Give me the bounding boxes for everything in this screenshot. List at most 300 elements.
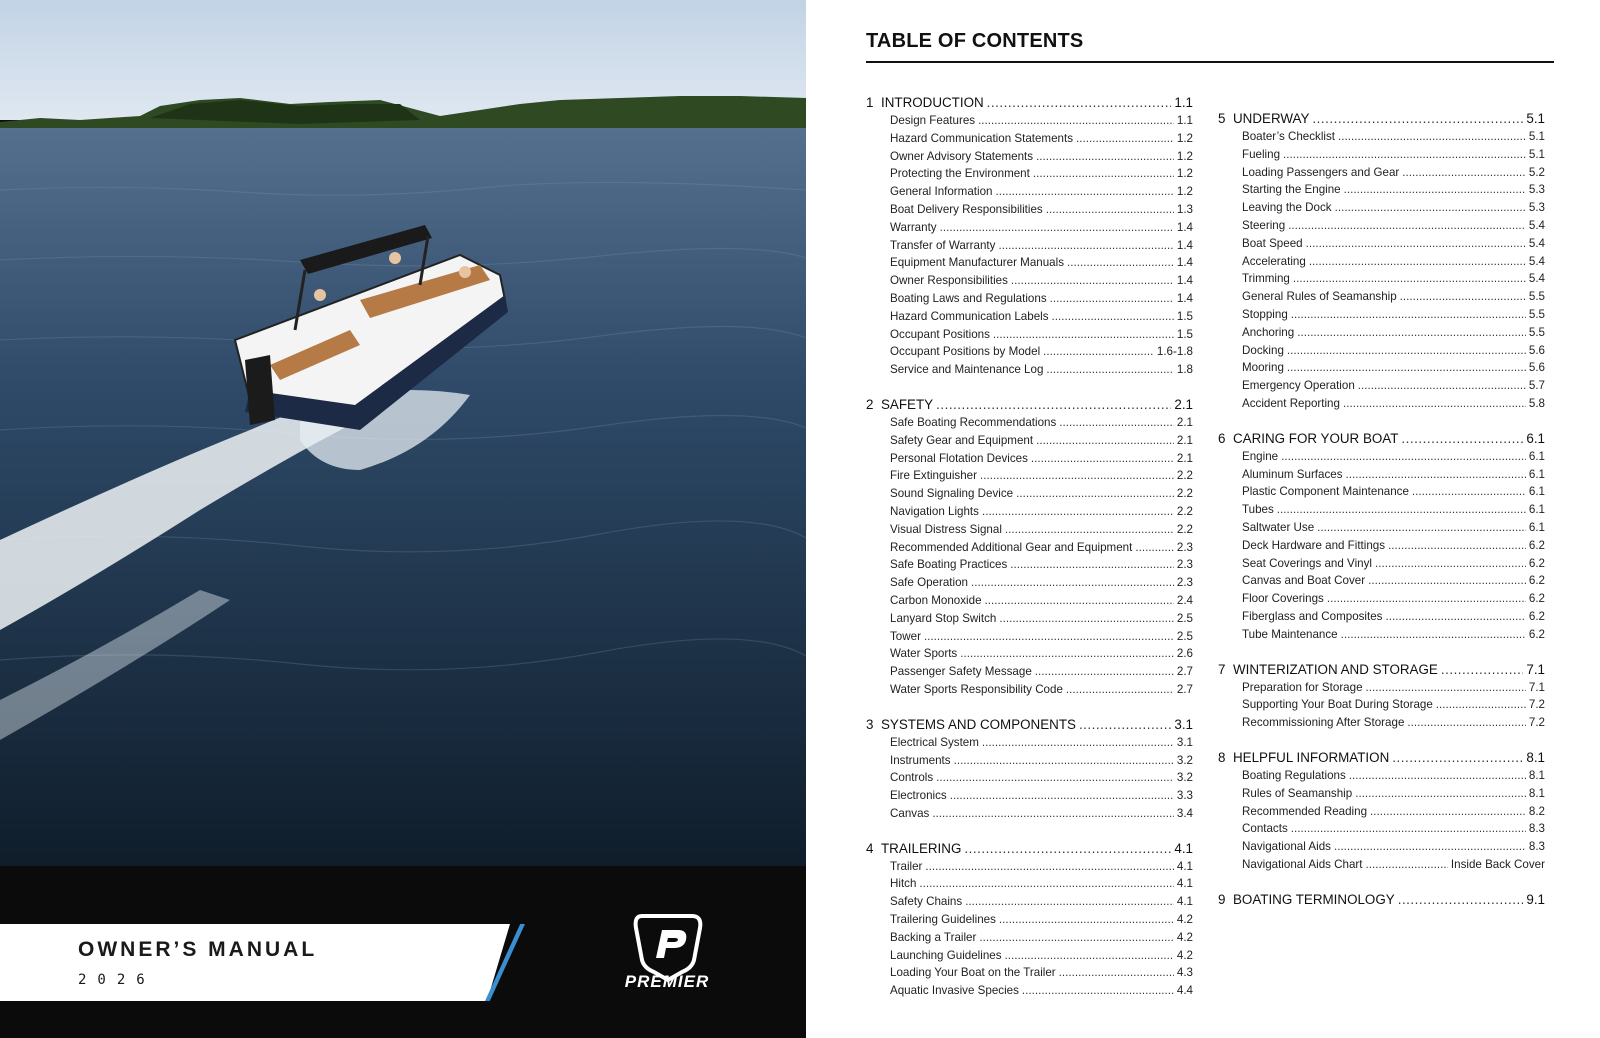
toc-entry[interactable] bbox=[866, 130, 1193, 148]
toc-entry[interactable] bbox=[1218, 199, 1545, 217]
dot-leader bbox=[1293, 270, 1526, 288]
toc-entry[interactable] bbox=[1218, 785, 1545, 803]
entry-label: Mooring bbox=[1242, 361, 1284, 375]
toc-entry[interactable] bbox=[1218, 128, 1545, 146]
toc-section-heading[interactable] bbox=[1218, 749, 1545, 767]
dot-leader bbox=[985, 592, 1174, 610]
toc-entry[interactable] bbox=[1218, 608, 1545, 626]
entry-page: 6.1 bbox=[1528, 520, 1545, 534]
dot-leader bbox=[1401, 430, 1523, 448]
dot-leader bbox=[1283, 146, 1526, 164]
entry-label: Passenger Safety Message bbox=[890, 665, 1032, 679]
dot-leader bbox=[1375, 555, 1526, 573]
dot-leader bbox=[1067, 254, 1174, 272]
entry-page: 2.5 bbox=[1176, 611, 1193, 625]
toc-entry[interactable] bbox=[866, 521, 1193, 539]
entry-page: 5.1 bbox=[1528, 130, 1545, 143]
dot-leader bbox=[1349, 767, 1526, 785]
entry-page: 6.1 bbox=[1528, 449, 1545, 463]
toc-entry[interactable] bbox=[1218, 359, 1545, 377]
dot-leader bbox=[925, 858, 1173, 876]
dot-leader bbox=[1441, 661, 1524, 679]
section-page: 3.1 bbox=[1174, 716, 1193, 732]
entry-label: Hazard Communication Statements bbox=[890, 131, 1074, 145]
toc-entry[interactable] bbox=[866, 805, 1193, 823]
entry-label: Anchoring bbox=[1242, 325, 1295, 339]
toc-entry[interactable] bbox=[1218, 590, 1545, 608]
toc-entry[interactable] bbox=[1218, 803, 1545, 821]
entry-page: 3.2 bbox=[1176, 771, 1193, 785]
dot-leader bbox=[971, 574, 1174, 592]
toc-entry[interactable] bbox=[866, 503, 1193, 521]
entry-page: 1.4 bbox=[1176, 256, 1193, 270]
dot-leader bbox=[924, 628, 1174, 646]
dot-leader bbox=[1033, 165, 1174, 183]
entry-label: Water Sports Responsibility Code bbox=[890, 682, 1063, 696]
entry-label: Contacts bbox=[1242, 822, 1288, 836]
entry-page: 2.7 bbox=[1176, 682, 1193, 696]
entry-label: Fiberglass and Composites bbox=[1242, 609, 1383, 623]
dot-leader bbox=[1011, 272, 1174, 290]
toc-entry[interactable] bbox=[866, 308, 1193, 326]
toc-section bbox=[866, 396, 1193, 699]
entry-page: 4.4 bbox=[1176, 984, 1193, 998]
entry-label: Fire Extinguisher bbox=[890, 469, 977, 483]
toc-entry[interactable] bbox=[866, 982, 1193, 1000]
entry-page: 5.4 bbox=[1528, 236, 1545, 250]
entry-page: 1.2 bbox=[1176, 185, 1193, 199]
dot-leader bbox=[1412, 483, 1526, 501]
entry-page: 5.5 bbox=[1528, 290, 1545, 304]
entry-page: 1.5 bbox=[1176, 327, 1193, 341]
toc-entry[interactable] bbox=[866, 947, 1193, 965]
dot-leader bbox=[1291, 820, 1526, 838]
entry-label: Warranty bbox=[890, 220, 937, 234]
dot-leader bbox=[1436, 696, 1526, 714]
toc-entry[interactable] bbox=[1218, 395, 1545, 413]
dot-leader bbox=[1031, 450, 1174, 468]
toc-entry[interactable] bbox=[866, 254, 1193, 272]
toc-entry[interactable] bbox=[1218, 838, 1545, 856]
dot-leader bbox=[1022, 982, 1174, 1000]
dot-leader bbox=[1035, 663, 1174, 681]
dot-leader bbox=[1335, 199, 1526, 217]
toc-entry[interactable] bbox=[866, 219, 1193, 237]
dot-leader bbox=[1309, 253, 1526, 271]
section-page: 9.1 bbox=[1526, 891, 1545, 907]
toc-entry[interactable] bbox=[1218, 483, 1545, 501]
toc-entry[interactable] bbox=[866, 343, 1193, 361]
dot-leader bbox=[1010, 556, 1174, 574]
entry-page: 5.2 bbox=[1528, 165, 1545, 179]
entry-label: Safe Operation bbox=[890, 576, 968, 590]
entry-page: 5.5 bbox=[1528, 307, 1545, 321]
toc-entry[interactable] bbox=[1218, 572, 1545, 590]
section-page: 7.1 bbox=[1526, 661, 1545, 677]
entry-label: Trailer bbox=[890, 859, 923, 873]
entry-label: Equipment Manufacturer Manuals bbox=[890, 256, 1064, 270]
entry-label: Hitch bbox=[890, 877, 917, 891]
dot-leader bbox=[979, 929, 1174, 947]
section-title: INTRODUCTION bbox=[881, 95, 984, 110]
toc-entry[interactable] bbox=[1218, 767, 1545, 785]
toc-entry[interactable] bbox=[1218, 377, 1545, 395]
entry-page: 2.1 bbox=[1176, 433, 1193, 447]
dot-leader bbox=[1291, 306, 1526, 324]
entry-page: 1.3 bbox=[1176, 202, 1193, 216]
entry-page: 2.3 bbox=[1176, 576, 1193, 590]
toc-entry[interactable] bbox=[866, 414, 1193, 432]
toc-entry[interactable] bbox=[1218, 679, 1545, 697]
toc-entry[interactable] bbox=[866, 539, 1193, 557]
toc-entry[interactable] bbox=[1218, 820, 1545, 838]
dot-leader bbox=[998, 237, 1173, 255]
toc-entry[interactable] bbox=[866, 183, 1193, 201]
entry-label: Launching Guidelines bbox=[890, 948, 1002, 962]
entry-label: Water Sports bbox=[890, 647, 958, 661]
toc-entry[interactable] bbox=[866, 858, 1193, 876]
toc-entry[interactable] bbox=[866, 432, 1193, 450]
entry-page: 2.3 bbox=[1176, 540, 1193, 554]
entry-page: 1.4 bbox=[1176, 238, 1193, 252]
entry-page: 2.4 bbox=[1176, 593, 1193, 607]
entry-label: Navigation Lights bbox=[890, 504, 979, 518]
toc-title: TABLE OF CONTENTS bbox=[866, 30, 1084, 52]
entry-page: 8.1 bbox=[1528, 768, 1545, 782]
entry-label: Loading Passengers and Gear bbox=[1242, 165, 1400, 179]
entry-page: 4.2 bbox=[1176, 948, 1193, 962]
dot-leader bbox=[1036, 432, 1174, 450]
toc-section bbox=[1218, 749, 1545, 874]
toc-section-heading[interactable] bbox=[866, 94, 1193, 112]
entry-label: Controls bbox=[890, 771, 934, 785]
dot-leader bbox=[965, 893, 1174, 911]
entry-label: Visual Distress Signal bbox=[890, 522, 1002, 536]
toc-entry[interactable] bbox=[1218, 181, 1545, 199]
toc-section-heading[interactable] bbox=[1218, 110, 1545, 128]
dot-leader bbox=[1402, 164, 1526, 182]
toc-section-heading[interactable] bbox=[1218, 891, 1545, 909]
toc-column-left bbox=[866, 94, 1193, 1017]
toc-entry[interactable] bbox=[866, 148, 1193, 166]
entry-label: Electronics bbox=[890, 789, 947, 803]
entry-page: 4.3 bbox=[1176, 966, 1193, 980]
entry-page: 6.2 bbox=[1528, 592, 1545, 606]
toc-entry[interactable] bbox=[866, 610, 1193, 628]
toc-entry[interactable] bbox=[866, 769, 1193, 787]
toc-entry[interactable] bbox=[1218, 324, 1545, 342]
dot-leader bbox=[978, 112, 1174, 130]
entry-page: 1.8 bbox=[1176, 363, 1193, 377]
entry-page: 2.2 bbox=[1176, 469, 1193, 483]
entry-page: 2.2 bbox=[1176, 487, 1193, 501]
entry-label: Aluminum Surfaces bbox=[1242, 467, 1343, 481]
entry-page: Inside Back Cover bbox=[1450, 857, 1545, 871]
entry-page: 1.6-1.8 bbox=[1156, 345, 1193, 359]
toc-entry[interactable] bbox=[866, 272, 1193, 290]
entry-page: 1.1 bbox=[1176, 114, 1193, 127]
toc-entry[interactable] bbox=[866, 628, 1193, 646]
section-title: UNDERWAY bbox=[1233, 111, 1310, 126]
entry-label: Backing a Trailer bbox=[890, 930, 977, 944]
entry-label: Emergency Operation bbox=[1242, 379, 1355, 393]
toc-entry[interactable] bbox=[1218, 288, 1545, 306]
entry-label: Recommended Additional Gear and Equipment bbox=[890, 540, 1133, 554]
section-title: TRAILERING bbox=[881, 840, 962, 856]
entry-page: 3.3 bbox=[1176, 789, 1193, 803]
section-number: 2 bbox=[866, 396, 874, 412]
dot-leader bbox=[980, 467, 1174, 485]
toc-entry[interactable] bbox=[866, 752, 1193, 770]
entry-page: 3.4 bbox=[1176, 806, 1193, 820]
dot-leader bbox=[1370, 803, 1526, 821]
toc-entry[interactable] bbox=[866, 201, 1193, 219]
toc-entry[interactable] bbox=[866, 237, 1193, 255]
toc-entry[interactable] bbox=[866, 592, 1193, 610]
toc-entry[interactable] bbox=[1218, 146, 1545, 164]
toc-section-heading[interactable] bbox=[1218, 661, 1545, 679]
dot-leader bbox=[1046, 361, 1173, 379]
entry-page: 2.3 bbox=[1176, 558, 1193, 572]
dot-leader bbox=[936, 769, 1174, 787]
toc-entry[interactable] bbox=[866, 929, 1193, 947]
entry-page: 3.2 bbox=[1176, 753, 1193, 767]
dot-leader bbox=[987, 94, 1172, 112]
entry-label: Canvas bbox=[890, 806, 930, 820]
toc-entry[interactable] bbox=[1218, 519, 1545, 537]
cover-photo bbox=[0, 0, 806, 866]
dot-leader bbox=[932, 805, 1174, 823]
entry-label: Owner Advisory Statements bbox=[890, 149, 1034, 163]
entry-label: Boating Regulations bbox=[1242, 768, 1346, 782]
toc-entry[interactable] bbox=[1218, 537, 1545, 555]
toc-entry[interactable] bbox=[1218, 714, 1545, 732]
toc-entry[interactable] bbox=[1218, 501, 1545, 519]
entry-page: 2.2 bbox=[1176, 522, 1193, 536]
section-number: 9 bbox=[1218, 891, 1226, 907]
entry-page: 5.6 bbox=[1528, 361, 1545, 375]
section-title: SYSTEMS AND COMPONENTS bbox=[881, 716, 1076, 732]
dot-leader bbox=[954, 752, 1174, 770]
dot-leader bbox=[960, 645, 1174, 663]
toc-entry[interactable] bbox=[1218, 270, 1545, 288]
entry-label: Saltwater Use bbox=[1242, 520, 1315, 534]
toc-entry[interactable] bbox=[866, 361, 1193, 379]
entry-page: 1.4 bbox=[1176, 291, 1193, 305]
section-number: 7 bbox=[1218, 661, 1226, 677]
dot-leader bbox=[1287, 359, 1526, 377]
toc-entry[interactable] bbox=[1218, 555, 1545, 573]
section-page: 4.1 bbox=[1174, 840, 1193, 856]
entry-label: Starting the Engine bbox=[1242, 183, 1341, 197]
toc-section bbox=[1218, 110, 1545, 413]
dot-leader bbox=[1385, 608, 1525, 626]
toc-entry[interactable] bbox=[1218, 448, 1545, 466]
entry-label: Safe Boating Practices bbox=[890, 558, 1008, 572]
dot-leader bbox=[1005, 521, 1174, 539]
toc-entry[interactable] bbox=[866, 911, 1193, 929]
dot-leader bbox=[1066, 681, 1174, 699]
entry-page: 5.4 bbox=[1528, 218, 1545, 232]
dot-leader bbox=[1338, 128, 1526, 146]
entry-label: Deck Hardware and Fittings bbox=[1242, 538, 1386, 552]
entry-label: Trimming bbox=[1242, 272, 1290, 286]
entry-page: 5.3 bbox=[1528, 183, 1545, 197]
entry-page: 5.3 bbox=[1528, 201, 1545, 215]
dot-leader bbox=[1135, 539, 1174, 557]
entry-label: Steering bbox=[1242, 218, 1286, 232]
dot-leader bbox=[1287, 342, 1526, 360]
toc-entry[interactable] bbox=[866, 556, 1193, 574]
toc-entry[interactable] bbox=[866, 290, 1193, 308]
section-page: 2.1 bbox=[1174, 396, 1193, 412]
dot-leader bbox=[1076, 130, 1174, 148]
entry-page: 2.7 bbox=[1176, 665, 1193, 679]
entry-page: 5.4 bbox=[1528, 254, 1545, 268]
dot-leader bbox=[1341, 626, 1526, 644]
entry-label: Boat Speed bbox=[1242, 236, 1303, 250]
toc-entry[interactable] bbox=[1218, 306, 1545, 324]
entry-label: Hazard Communication Labels bbox=[890, 309, 1049, 323]
entry-label: Seat Coverings and Vinyl bbox=[1242, 556, 1372, 570]
dot-leader bbox=[1344, 181, 1526, 199]
entry-label: General Rules of Seamanship bbox=[1242, 290, 1397, 304]
entry-label: Service and Maintenance Log bbox=[890, 363, 1044, 377]
entry-page: 1.4 bbox=[1176, 274, 1193, 288]
manual-year: 2026 bbox=[78, 972, 156, 988]
entry-page: 4.2 bbox=[1176, 930, 1193, 944]
entry-page: 2.1 bbox=[1176, 451, 1193, 465]
entry-page: 1.2 bbox=[1176, 149, 1193, 163]
entry-label: Protecting the Environment bbox=[890, 167, 1030, 181]
entry-page: 1.2 bbox=[1176, 131, 1193, 145]
toc-divider bbox=[866, 61, 1554, 63]
entry-page: 1.5 bbox=[1176, 309, 1193, 323]
toc-section-heading[interactable] bbox=[866, 716, 1193, 734]
entry-page: 5.1 bbox=[1528, 147, 1545, 161]
toc-entry[interactable] bbox=[866, 787, 1193, 805]
toc-entry[interactable] bbox=[1218, 217, 1545, 235]
toc-entry[interactable] bbox=[866, 663, 1193, 681]
entry-page: 2.1 bbox=[1176, 415, 1193, 429]
toc-entry[interactable] bbox=[866, 875, 1193, 893]
section-title: SAFETY bbox=[881, 396, 934, 412]
toc-entry[interactable] bbox=[1218, 253, 1545, 271]
toc-entry[interactable] bbox=[866, 964, 1193, 982]
toc-section bbox=[866, 94, 1193, 379]
entry-page: 4.1 bbox=[1176, 877, 1193, 891]
entry-page: 8.1 bbox=[1528, 786, 1545, 800]
entry-label: Plastic Component Maintenance bbox=[1242, 485, 1409, 499]
toc-entry[interactable] bbox=[1218, 856, 1545, 874]
toc-entry[interactable] bbox=[866, 485, 1193, 503]
toc-entry[interactable] bbox=[1218, 235, 1545, 253]
entry-page: 5.5 bbox=[1528, 325, 1545, 339]
entry-label: Recommended Reading bbox=[1242, 804, 1368, 818]
toc-section-heading[interactable] bbox=[866, 840, 1193, 858]
toc-section bbox=[866, 840, 1193, 1000]
toc-entry[interactable] bbox=[866, 734, 1193, 752]
dot-leader bbox=[1016, 485, 1174, 503]
dot-leader bbox=[1366, 679, 1526, 697]
section-page: 5.1 bbox=[1526, 111, 1545, 126]
entry-label: Navigational Aids bbox=[1242, 840, 1331, 854]
dot-leader bbox=[1281, 448, 1526, 466]
toc-entry[interactable] bbox=[866, 681, 1193, 699]
section-title: CARING FOR YOUR BOAT bbox=[1233, 430, 1399, 446]
dot-leader bbox=[950, 787, 1174, 805]
toc-entry[interactable] bbox=[866, 165, 1193, 183]
dot-leader bbox=[936, 396, 1171, 414]
toc-entry[interactable] bbox=[1218, 164, 1545, 182]
section-title: BOATING TERMINOLOGY bbox=[1233, 891, 1395, 907]
entry-label: Personal Flotation Devices bbox=[890, 451, 1028, 465]
entry-page: 1.2 bbox=[1176, 167, 1193, 181]
dot-leader bbox=[982, 734, 1174, 752]
entry-label: Boater’s Checklist bbox=[1242, 130, 1336, 143]
entry-page: 2.2 bbox=[1176, 504, 1193, 518]
dot-leader bbox=[1059, 964, 1174, 982]
entry-page: 6.1 bbox=[1528, 467, 1545, 481]
toc-entry[interactable] bbox=[1218, 626, 1545, 644]
dot-leader bbox=[1043, 343, 1154, 361]
dot-leader bbox=[982, 503, 1174, 521]
entry-label: Transfer of Warranty bbox=[890, 238, 996, 252]
entry-page: 6.2 bbox=[1528, 609, 1545, 623]
entry-label: Boat Delivery Responsibilities bbox=[890, 202, 1043, 216]
toc-section-heading[interactable] bbox=[866, 396, 1193, 414]
toc-section-heading[interactable] bbox=[1218, 430, 1545, 448]
entry-page: 3.1 bbox=[1176, 735, 1193, 749]
toc-entry[interactable] bbox=[866, 326, 1193, 344]
entry-page: 2.5 bbox=[1176, 629, 1193, 643]
toc-section bbox=[1218, 430, 1545, 644]
toc-entry[interactable] bbox=[1218, 342, 1545, 360]
entry-label: Leaving the Dock bbox=[1242, 201, 1332, 215]
toc-entry[interactable] bbox=[866, 893, 1193, 911]
dot-leader bbox=[919, 875, 1173, 893]
entry-page: 5.8 bbox=[1528, 396, 1545, 410]
entry-page: 8.3 bbox=[1528, 840, 1545, 854]
toc-entry[interactable] bbox=[866, 574, 1193, 592]
toc-section bbox=[1218, 891, 1545, 909]
entry-page: 5.7 bbox=[1528, 379, 1545, 393]
dot-leader bbox=[1079, 716, 1171, 734]
toc-entry[interactable] bbox=[866, 645, 1193, 663]
toc-entry[interactable] bbox=[1218, 466, 1545, 484]
dot-leader bbox=[1036, 148, 1174, 166]
dot-leader bbox=[1400, 288, 1526, 306]
toc-entry[interactable] bbox=[866, 467, 1193, 485]
dot-leader bbox=[1343, 395, 1526, 413]
entry-label: Navigational Aids Chart bbox=[1242, 857, 1363, 871]
entry-label: Trailering Guidelines bbox=[890, 913, 996, 927]
entry-label: Supporting Your Boat During Storage bbox=[1242, 698, 1433, 712]
entry-label: Tubes bbox=[1242, 503, 1274, 517]
section-page: 6.1 bbox=[1526, 430, 1545, 446]
entry-page: 6.2 bbox=[1528, 627, 1545, 641]
dot-leader bbox=[999, 911, 1174, 929]
section-page: 8.1 bbox=[1526, 749, 1545, 765]
entry-page: 8.3 bbox=[1528, 822, 1545, 836]
toc-entry[interactable] bbox=[1218, 696, 1545, 714]
dot-leader bbox=[1288, 217, 1526, 235]
toc-section bbox=[866, 716, 1193, 823]
toc-entry[interactable] bbox=[866, 450, 1193, 468]
entry-label: Sound Signaling Device bbox=[890, 487, 1014, 501]
toc-section bbox=[1218, 661, 1545, 732]
toc-entry[interactable] bbox=[866, 112, 1193, 130]
